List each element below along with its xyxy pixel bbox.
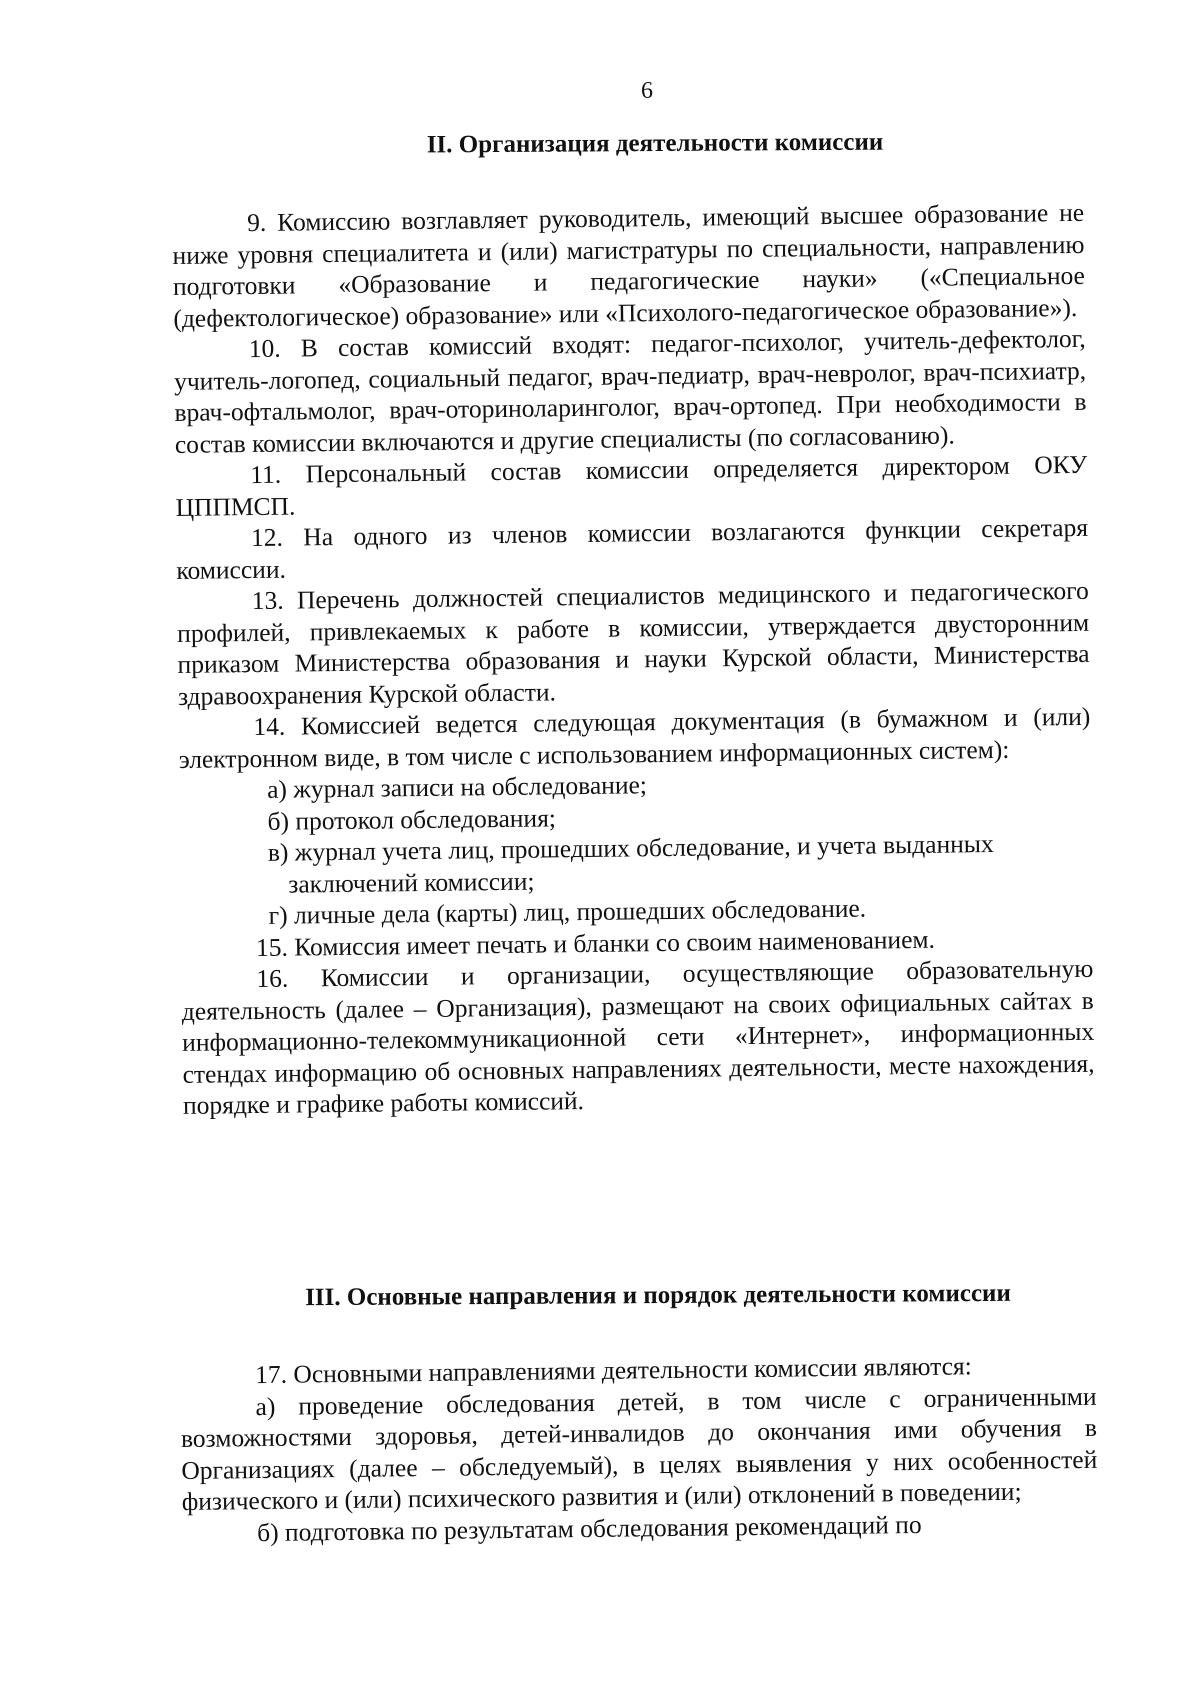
list-item-17a: а) проведение обследования детей, в том числе с ограниченными возможностями здоровья, детей-инвалидов до окончания ими обучения в Организациях (далее – обследуемый), в целях выявления у них особенностей физического и (или) психического развития и (или) отклонений в поведении; [180, 1381, 1098, 1516]
paragraph-14: 14. Комиссией ведется следующая документация (в бумажном и (или) электронном виде, в том числе с использованием информационных систем): [178, 701, 1091, 774]
paragraph-15: 15. Комиссия имеет печать и бланки со своим наименованием. [255, 924, 936, 962]
paragraph-17: 17. Основными направлениями деятельности комиссии являются: [255, 1351, 972, 1390]
list-item-14a: а) журнал записи на обследование; [266, 770, 648, 804]
list-item-14c-text: в) журнал учета лиц, прошедших обследование, и учета выданных [267, 829, 994, 867]
list-item-17b: б) подготовка по результатам обследования рекомендаций по [256, 1509, 922, 1547]
list-item-14c-continuation: заключений комиссии; [288, 866, 535, 899]
list-item-14b: б) протокол обследования; [267, 802, 557, 836]
list-item-14d: г) личные дела (карты) лиц, прошедших обследование. [268, 893, 867, 930]
paragraph-13: 13. Перечень должностей специалистов медицинского и педагогического профилей, привлекаемых к работе в комиссии, утверждается двусторонним приказом Министерства образования и науки Курской области, Министерства здравоохранения Курской области. [177, 575, 1090, 711]
section-2-heading: II. Организация деятельности комиссии [426, 128, 884, 159]
paragraph-9: 9. Комиссию возглавляет руководитель, имеющий высшее образование не ниже уровня специалитета и (или) магистратуры по специальности, направлению подготовки «Образование и педагогические науки» («Специальное (дефектологическое) образование» или «Психолого-педагогическое образование»). [172, 197, 1086, 333]
paragraph-10: 10. В состав комиссий входят: педагог-психолог, учитель-дефектолог, учитель-логопед, социальный педагог, врач-педиатр, врач-невролог, врач-психиатр, врач-офтальмолог, врач-оториноларинголог, врач-ортопед. При необходимости в состав комиссии включаются и другие специалисты (по согласованию). [173, 323, 1087, 459]
paragraph-12: 12. На одного из членов комиссии возлагаются функции секретаря комиссии. [176, 512, 1089, 585]
paragraph-11: 11. Персональный состав комиссии определяется директором ОКУ ЦППМСП. [175, 449, 1088, 522]
section-2-body [172, 197, 1095, 1122]
list-item-14c [180, 827, 1093, 901]
section-3-heading: III. Основные направления и порядок деятельности комиссии [305, 1279, 1011, 1312]
section-3-body [180, 1349, 1098, 1549]
page-number: 6 [641, 78, 653, 104]
paragraph-16: 16. Комиссии и организации, осуществляющие образовательную деятельность (далее – Организация), размещают на своих официальных сайтах в информационно-телекоммуникационной сети «Интернет», информационных стендах информацию об основных направлениях деятельности, месте нахождения, порядке и графике работы комиссий. [181, 953, 1095, 1120]
